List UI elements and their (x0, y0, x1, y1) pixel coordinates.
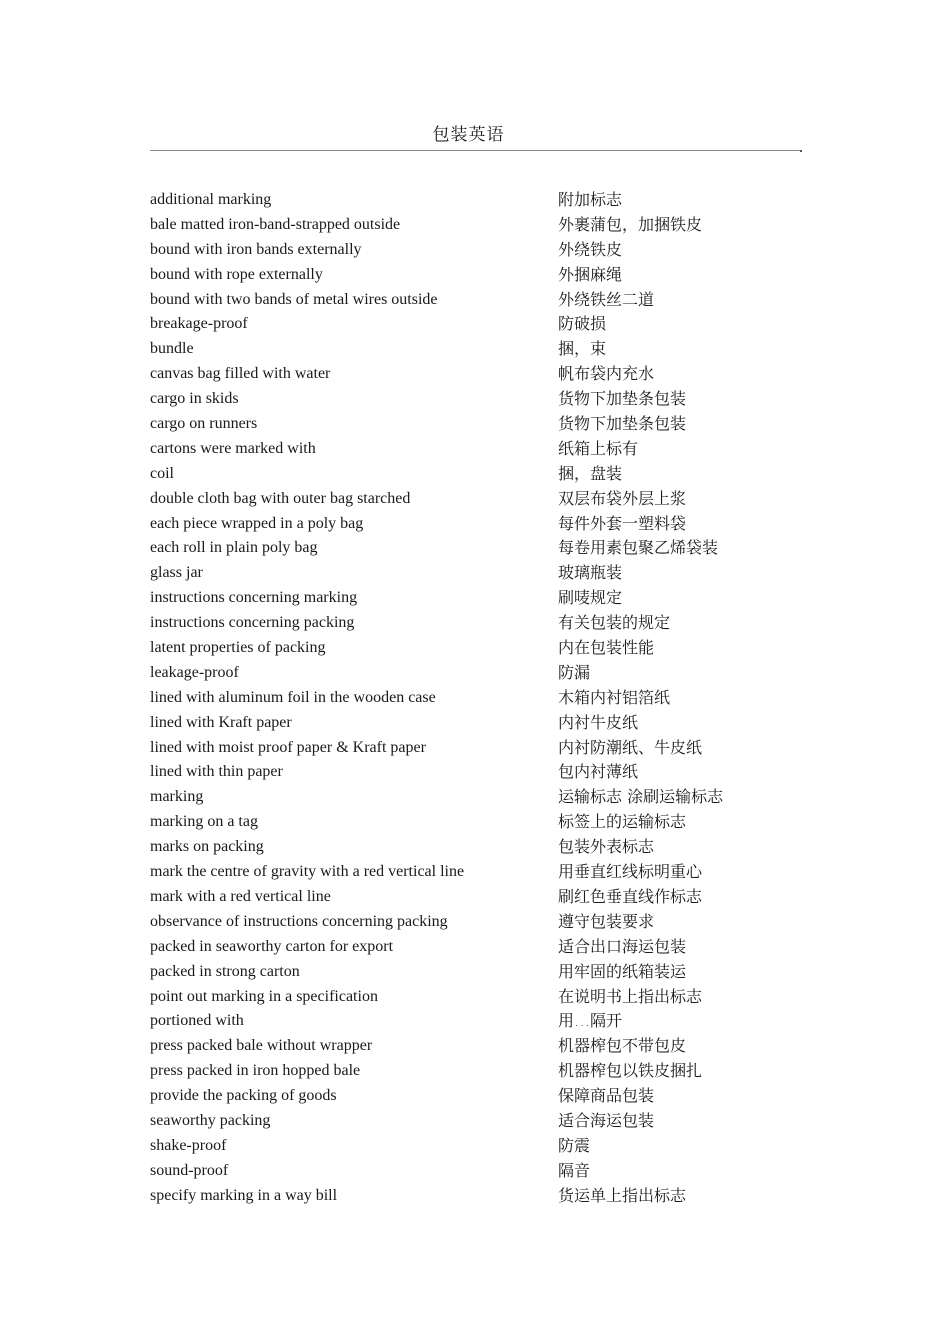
glossary-term: bound with two bands of metal wires outside (150, 290, 438, 308)
glossary-row (150, 462, 790, 487)
glossary-term: observance of instructions concerning packing (150, 912, 448, 930)
glossary-translation: 外捆麻绳 (558, 264, 623, 284)
glossary-translation: 保障商品包装 (558, 1086, 655, 1106)
glossary-row (150, 213, 790, 238)
glossary-row (150, 736, 790, 761)
glossary-term: packed in seaworthy carton for export (150, 937, 394, 955)
glossary-row (150, 810, 790, 835)
glossary-term: cartons were marked with (150, 439, 316, 457)
glossary-row (150, 1184, 790, 1209)
glossary-row (150, 561, 790, 586)
glossary-translation: 每件外套一塑料袋 (558, 513, 687, 533)
glossary-term: glass jar (150, 564, 203, 582)
glossary-translation: 包内衬薄纸 (558, 762, 639, 782)
glossary-translation: 玻璃瓶装 (558, 563, 623, 583)
glossary-term: lined with Kraft paper (150, 713, 292, 731)
glossary-translation: 附加标志 (558, 190, 623, 209)
glossary-term: instructions concerning packing (150, 614, 355, 632)
glossary-term: point out marking in a specification (150, 987, 378, 1005)
glossary-translation: 每卷用素包聚乙烯袋装 (558, 538, 719, 558)
glossary-row (150, 885, 790, 910)
glossary-row (150, 288, 790, 313)
glossary-translation: 货物下加垫条包装 (558, 414, 687, 434)
glossary-row (150, 412, 790, 437)
glossary-translation: 隔音 (558, 1160, 591, 1180)
glossary-term: mark the centre of gravity with a red vertical line (150, 863, 465, 881)
glossary-row (150, 760, 790, 785)
glossary-term: additional marking (150, 191, 272, 208)
glossary-row (150, 387, 790, 412)
glossary-term: each roll in plain poly bag (150, 539, 318, 557)
glossary-term: sound-proof (150, 1161, 229, 1179)
glossary-translation: 防破损 (558, 314, 607, 334)
glossary-translation: 有关包装的规定 (558, 613, 671, 633)
glossary-term: bundle (150, 340, 194, 358)
glossary-term: lined with thin paper (150, 763, 283, 781)
glossary-row (150, 487, 790, 512)
glossary-row (150, 935, 790, 960)
glossary-term: provide the packing of goods (150, 1087, 337, 1105)
glossary-row (150, 711, 790, 736)
glossary-translation: 用…隔开 (558, 1011, 623, 1031)
glossary-term: canvas bag filled with water (150, 365, 331, 383)
glossary-term: mark with a red vertical line (150, 887, 331, 905)
glossary-translation: 遵守包装要求 (558, 911, 655, 931)
glossary-translation: 适合海运包装 (558, 1110, 655, 1130)
glossary-term: lined with moist proof paper & Kraft paper (150, 738, 426, 756)
glossary-term: bound with iron bands externally (150, 240, 362, 258)
glossary-translation: 双层布袋外层上浆 (558, 488, 687, 508)
glossary-row (150, 536, 790, 561)
glossary-term: bound with rope externally (150, 265, 323, 283)
glossary-translation: 刷红色垂直线作标志 (558, 886, 703, 906)
glossary-term: marking on a tag (150, 813, 258, 831)
glossary-row (150, 337, 790, 362)
glossary-translation: 刷唛规定 (558, 588, 623, 608)
glossary-row (150, 661, 790, 686)
glossary-translation: 纸箱上标有 (558, 438, 639, 458)
glossary-translation: 捆，盘装 (558, 463, 623, 483)
glossary-translation: 木箱内衬铝箔纸 (558, 687, 671, 707)
glossary-term: portioned with (150, 1012, 244, 1030)
glossary-row (150, 1134, 790, 1159)
glossary-term: bale matted iron-band-strapped outside (150, 215, 401, 233)
header-divider-end-mark (800, 150, 802, 152)
glossary-term: marking (150, 788, 204, 806)
page-title: 包装英语 (432, 125, 505, 145)
glossary-translation: 货物下加垫条包装 (558, 389, 687, 409)
glossary-row (150, 1059, 790, 1084)
glossary-row (150, 860, 790, 885)
glossary-row (150, 1034, 790, 1059)
glossary-row (150, 1159, 790, 1184)
glossary-row (150, 263, 790, 288)
glossary-row (150, 910, 790, 935)
glossary-list (150, 188, 790, 1209)
glossary-term: seaworthy packing (150, 1111, 271, 1129)
glossary-term: shake-proof (150, 1136, 227, 1154)
glossary-term: instructions concerning marking (150, 589, 358, 607)
glossary-row (150, 1109, 790, 1134)
glossary-translation: 包装外表标志 (558, 837, 655, 857)
glossary-term: breakage-proof (150, 315, 248, 333)
glossary-term: cargo in skids (150, 390, 239, 408)
glossary-term: coil (150, 464, 174, 482)
glossary-term: each piece wrapped in a poly bag (150, 514, 364, 532)
glossary-row (150, 362, 790, 387)
glossary-translation: 内衬防潮纸、牛皮纸 (558, 737, 703, 757)
glossary-translation: 适合出口海运包装 (558, 936, 687, 956)
glossary-row (150, 312, 790, 337)
glossary-term: packed in strong carton (150, 962, 300, 980)
glossary-translation: 机器榨包不带包皮 (558, 1036, 687, 1056)
glossary-translation: 用牢固的纸箱装运 (558, 961, 687, 981)
glossary-term: double cloth bag with outer bag starched (150, 489, 411, 507)
glossary-translation: 防漏 (558, 662, 591, 682)
glossary-translation: 帆布袋内充水 (558, 364, 655, 384)
glossary-term: marks on packing (150, 838, 264, 856)
page-header (150, 118, 802, 152)
glossary-row (150, 636, 790, 661)
glossary-term: press packed in iron hopped bale (150, 1062, 361, 1080)
glossary-term: latent properties of packing (150, 639, 326, 657)
glossary-translation: 用垂直红线标明重心 (558, 862, 703, 882)
glossary-row (150, 1084, 790, 1109)
glossary-term: press packed bale without wrapper (150, 1037, 373, 1055)
glossary-row (150, 785, 790, 810)
glossary-row (150, 437, 790, 462)
glossary-row (150, 1009, 790, 1034)
glossary-translation: 机器榨包以铁皮捆扎 (558, 1061, 703, 1081)
glossary-row (150, 512, 790, 537)
glossary-translation: 运输标志 涂刷运输标志 (558, 787, 724, 807)
glossary-translation: 捆，束 (558, 339, 607, 359)
glossary-translation: 标签上的运输标志 (558, 812, 687, 832)
glossary-translation: 外绕铁丝二道 (558, 289, 655, 309)
glossary-row (150, 835, 790, 860)
glossary-translation: 防震 (558, 1135, 591, 1155)
glossary-row (150, 960, 790, 985)
glossary-translation: 货运单上指出标志 (558, 1185, 687, 1205)
glossary-row (150, 586, 790, 611)
glossary-translation: 内衬牛皮纸 (558, 712, 639, 732)
glossary-translation: 外裹蒲包，加捆铁皮 (558, 214, 703, 234)
header-divider (150, 150, 802, 151)
glossary-translation: 在说明书上指出标志 (558, 986, 703, 1006)
glossary-term: cargo on runners (150, 415, 258, 433)
glossary-translation: 内在包装性能 (558, 638, 655, 658)
glossary-row (150, 985, 790, 1010)
glossary-row (150, 686, 790, 711)
glossary-term: lined with aluminum foil in the wooden case (150, 688, 436, 706)
glossary-translation: 外绕铁皮 (558, 239, 623, 259)
glossary-row (150, 238, 790, 263)
glossary-term: leakage-proof (150, 663, 239, 681)
glossary-term: specify marking in a way bill (150, 1186, 338, 1204)
glossary-row (150, 611, 790, 636)
glossary-row (150, 188, 790, 213)
